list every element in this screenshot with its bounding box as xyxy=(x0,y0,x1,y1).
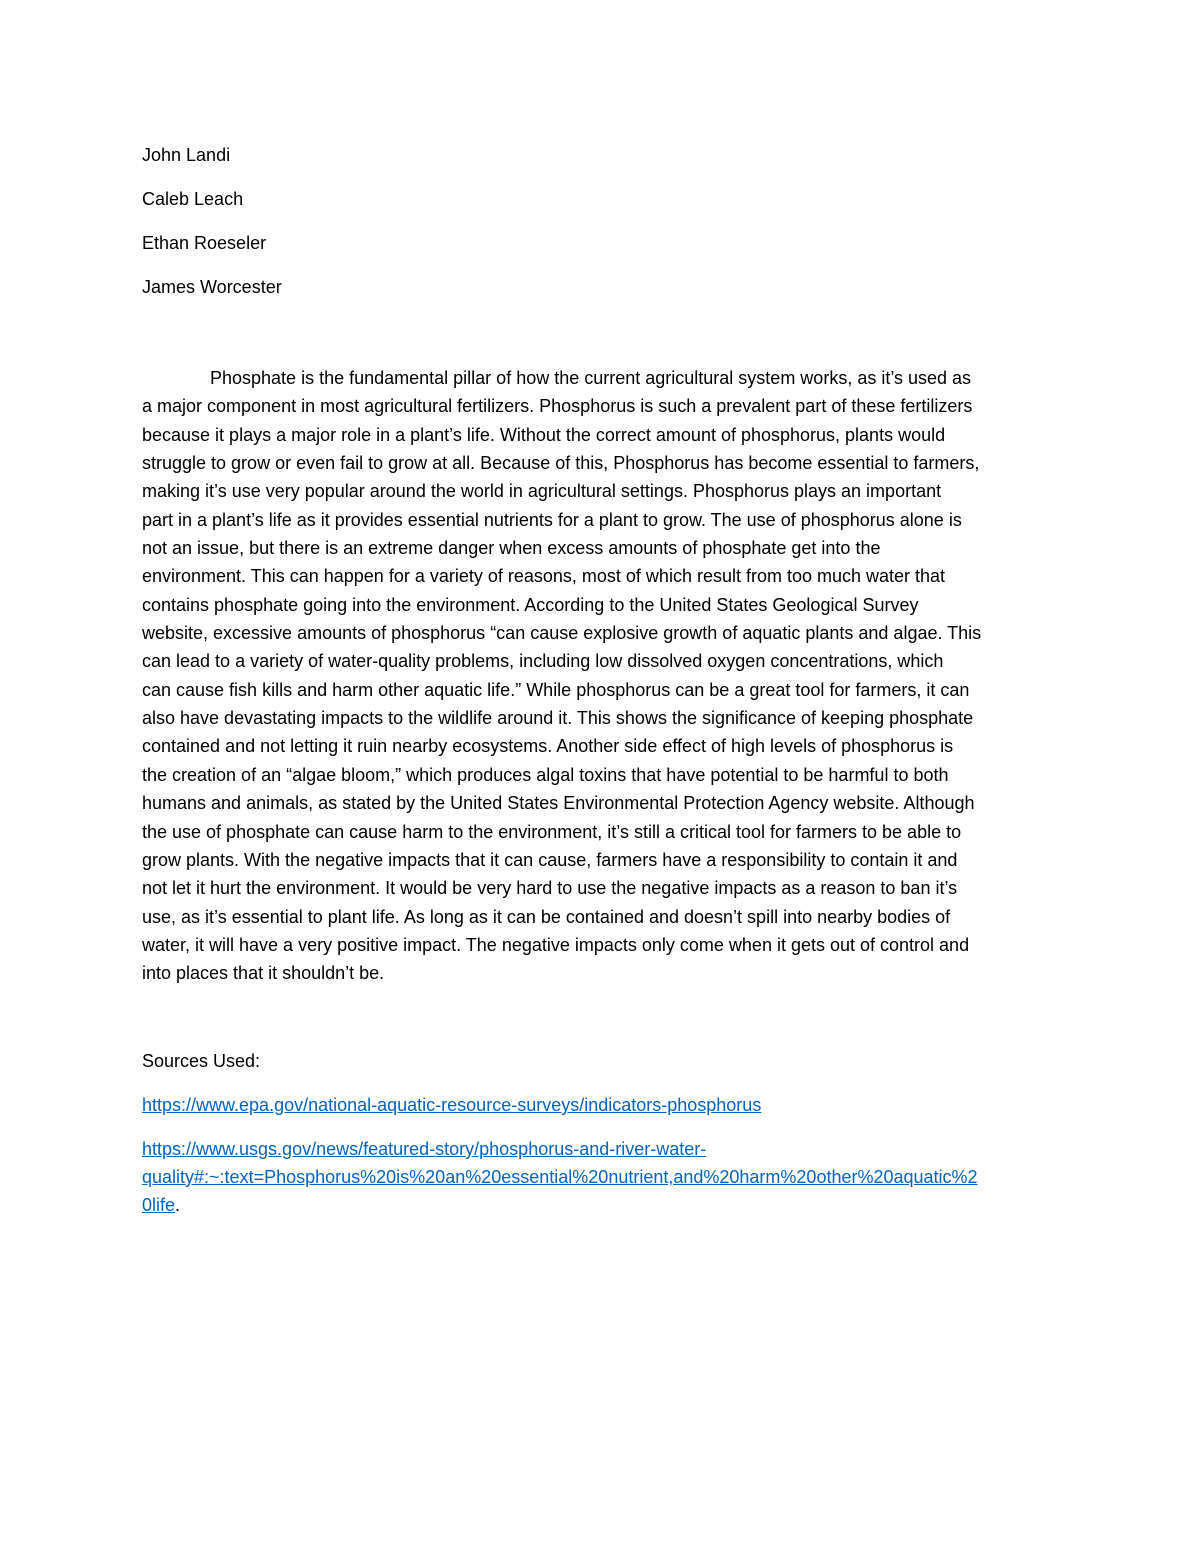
source-entry-usgs xyxy=(142,1135,1072,1219)
paragraph-line: Phosphate is the fundamental pillar of how the current agricultural system works, as it’s used as xyxy=(210,368,972,388)
paragraph-line: also have devastating impacts to the wildlife around it. This shows the significance of keeping phosphate xyxy=(142,708,974,729)
paragraph-line: environment. This can happen for a variety of reasons, most of which result from too much water that xyxy=(142,566,946,587)
paragraph-line: can lead to a variety of water-quality problems, including low dissolved oxygen concentrations, which xyxy=(142,651,944,672)
usgs-source-last-line xyxy=(142,1191,1072,1219)
paragraph-line: humans and animals, as stated by the United States Environmental Protection Agency website. Although xyxy=(142,793,975,814)
epa-source-link[interactable]: https://www.epa.gov/national-aquatic-resource-surveys/indicators-phosphorus xyxy=(142,1095,762,1115)
author-name: John Landi xyxy=(142,145,231,165)
paragraph-line: contains phosphate going into the environment. According to the United States Geological Survey xyxy=(142,594,919,615)
paragraph-line: not let it hurt the environment. It would be very hard to use the negative impacts as a reason to ban it’s xyxy=(142,878,958,899)
usgs-source-link-line[interactable]: https://www.usgs.gov/news/featured-story/phosphorus-and-river-water- xyxy=(142,1139,707,1159)
paragraph-line: water, it will have a very positive impact. The negative impacts only come when it gets out of control and xyxy=(142,934,970,955)
paragraph-line: part in a plant’s life as it provides essential nutrients for a plant to grow. The use of phosphorus alone is xyxy=(142,509,962,530)
paragraph-line: contained and not letting it ruin nearby ecosystems. Another side effect of high levels of phosphorus is xyxy=(142,736,954,757)
usgs-source-link-line[interactable]: quality#:~:text=Phosphorus%20is%20an%20essential%20nutrient,and%20harm%20other%20aquatic%2 xyxy=(142,1167,978,1187)
paragraph-line: grow plants. With the negative impacts that it can cause, farmers have a responsibility to contain it and xyxy=(142,849,958,870)
paragraph-line: making it’s use very popular around the world in agricultural settings. Phosphorus plays an important xyxy=(142,481,942,502)
author-name: Ethan Roeseler xyxy=(142,233,267,253)
paragraph-line: website, excessive amounts of phosphorus “can cause explosive growth of aquatic plants and algae. This xyxy=(142,623,982,644)
sources-heading: Sources Used: xyxy=(142,1051,261,1071)
paragraph-line: the use of phosphate can cause harm to the environment, it’s still a critical tool for farmers to be able to xyxy=(142,821,962,842)
usgs-source-link-line[interactable]: 0life xyxy=(142,1195,176,1215)
paragraph-line: can cause fish kills and harm other aquatic life.” While phosphorus can be a great tool for farmers, it can xyxy=(142,679,970,700)
paragraph-line: use, as it’s essential to plant life. As long as it can be contained and doesn’t spill into nearby bodies of xyxy=(142,906,951,927)
essay-paragraph xyxy=(142,364,1062,988)
author-name: James Worcester xyxy=(142,277,282,297)
author-list xyxy=(142,144,1062,320)
paragraph-line: the creation of an “algae bloom,” which produces algal toxins that have potential to be harmful to both xyxy=(142,764,949,785)
paragraph-line: because it plays a major role in a plant’s life. Without the correct amount of phosphorus, plants would xyxy=(142,424,946,445)
author-name: Caleb Leach xyxy=(142,189,244,209)
paragraph-line: struggle to grow or even fail to grow at all. Because of this, Phosphorus has become essential to farmers, xyxy=(142,453,980,474)
paragraph-line: a major component in most agricultural fertilizers. Phosphorus is such a prevalent part of these fertilizers xyxy=(142,396,973,417)
sources-section xyxy=(142,1047,1072,1235)
source-entry-epa xyxy=(142,1091,1072,1119)
paragraph-line: into places that it shouldn’t be. xyxy=(142,963,385,984)
paragraph-line: not an issue, but there is an extreme danger when excess amounts of phosphate get into the xyxy=(142,538,881,559)
trailing-period: . xyxy=(175,1195,181,1215)
